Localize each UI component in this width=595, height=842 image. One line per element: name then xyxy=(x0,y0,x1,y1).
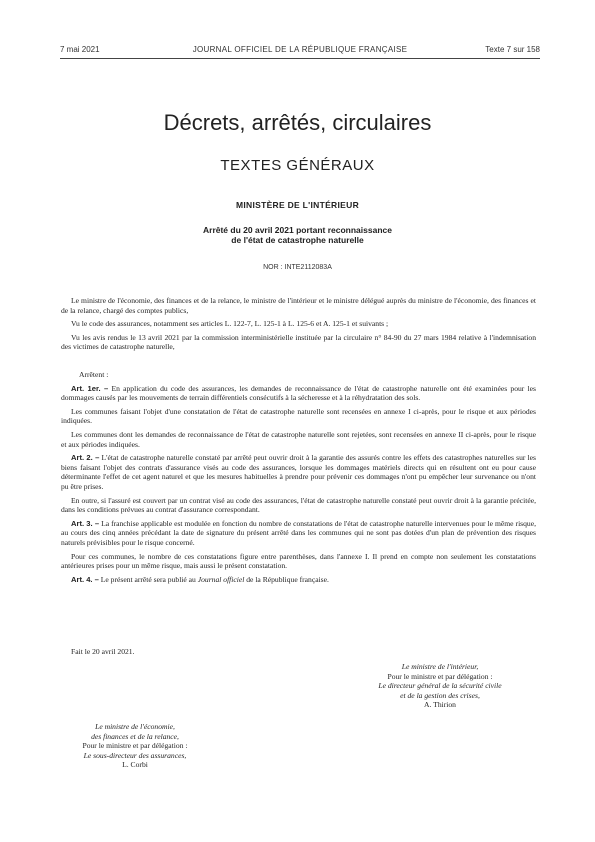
fait-date: Fait le 20 avril 2021. xyxy=(71,647,135,656)
articles xyxy=(61,370,536,588)
header-texte-number: Texte 7 sur 158 xyxy=(485,45,540,54)
article-4-text-b: de la République française. xyxy=(244,574,329,584)
page-header xyxy=(60,45,540,57)
signature-left-line-2: des finances et de la relance, xyxy=(91,731,179,741)
section-main-title: Décrets, arrêtés, circulaires xyxy=(163,110,432,135)
preamble-vu-avis: Vu les avis rendus le 13 avril 2021 par la commission interministérielle instituée par la circulaire n° 84-90 du 27 mars 1984 relative à l'indemnisation des victimes de catastrophe naturelle, xyxy=(61,332,536,352)
signature-left-line-1: Le ministre de l'économie, xyxy=(95,722,175,731)
arrete-title-line-2: de l'état de catastrophe naturelle xyxy=(231,235,364,245)
signature-right-line-2: Pour le ministre et par délégation : xyxy=(387,671,493,681)
arretent-label: Arrêtent : xyxy=(79,370,109,379)
preamble-ministers: Le ministre de l'économie, des finances et de la relance, le ministre de l'intérieur et le ministre délégué auprès du ministre de l'économie, des finances et de la relance, chargé des comptes publics, xyxy=(61,296,536,315)
header-date: 7 mai 2021 xyxy=(60,45,100,54)
article-1-paragraph-2: Les communes faisant l'objet d'une constatation de l'état de catastrophe naturelle sont recensées en annexe I ci-après, pour le risque et aux périodes indiquées. xyxy=(61,406,536,426)
article-2-label: Art. 2. – xyxy=(71,453,100,463)
article-3-paragraph-2: Pour ces communes, le nombre de ces constatations figure entre parenthèses, dans l'annexe I. Il prend en compte non seulement les constatations antérieures prises pour un même risque, mais aussi le présent constatation. xyxy=(61,551,536,571)
signature-economie xyxy=(45,722,225,770)
arrete-title-line-1: Arrêté du 20 avril 2021 portant reconnaissance xyxy=(203,225,392,235)
article-2 xyxy=(61,453,536,491)
article-3 xyxy=(61,519,536,548)
signature-left-name: L. Corbi xyxy=(122,760,148,770)
header-journal-title: JOURNAL OFFICIEL DE LA RÉPUBLIQUE FRANÇAISE xyxy=(192,45,408,54)
signature-left-line-4: Le sous-directeur des assurances, xyxy=(83,750,187,760)
preamble xyxy=(61,296,536,356)
article-1-label: Art. 1er. – xyxy=(71,383,109,393)
header-rule xyxy=(60,58,540,59)
article-2-text: L'état de catastrophe naturelle constaté par arrêté peut ouvrir droit à la garantie des assurés contre les effets des catastrophes naturelles sur les biens faisant l'objet des contrats d'assurance visés au code des assurances, lorsque les dommages matériels directs qui en résultent ont eu pour cause déterminante l'effet de cet agent naturel et que les mesures habituelles à prendre pour prévenir ces dommages n'ont pu empêcher leur survenance ou n'ont pu être prises. xyxy=(61,453,536,491)
article-4-journal-officiel: Journal officiel xyxy=(197,574,245,584)
nor-reference: NOR : INTE2112083A xyxy=(263,264,332,271)
article-1 xyxy=(61,384,536,403)
article-4 xyxy=(61,575,536,585)
signature-right-name: A. Thirion xyxy=(424,700,456,710)
signature-right-line-4: et de la gestion des crises, xyxy=(400,690,480,700)
signature-interieur xyxy=(300,662,580,710)
article-1-paragraph-3: Les communes dont les demandes de reconnaissance de l'état de catastrophe naturelle sont rejetées, sont recensées en annexe II ci-après, pour le risque et aux périodes indiquées. xyxy=(61,429,536,449)
signature-right-line-1: Le ministre de l'intérieur, xyxy=(401,662,479,671)
signature-right-line-3: Le directeur général de la sécurité civile xyxy=(378,681,502,691)
article-2-paragraph-2: En outre, si l'assuré est couvert par un contrat visé au code des assurances, l'état de catastrophe naturelle constaté peut ouvrir droit à la garantie précitée, dans les conditions prévues au contrat d'assurance correspondant. xyxy=(61,495,536,515)
article-3-text: La franchise applicable est modulée en fonction du nombre de constatations de l'état de catastrophe naturelle intervenues pour le même risque, au cours des cinq années précédant la date de signature du présent arrêté dans les communes qui ne sont pas dotées d'un plan de prévention des risques naturels prévisibles pour le risque concerné. xyxy=(61,518,537,547)
article-4-label: Art. 4. – xyxy=(71,574,99,584)
signature-left-line-3: Pour le ministre et par délégation : xyxy=(82,741,188,751)
article-1-text: En application du code des assurances, les demandes de reconnaissance de l'état de catastrophe naturelle ont été examinées pour les dommages causés par les mouvements de terrain différentiels consécutifs à la sécheresse et à la réhydratation des sols. xyxy=(61,383,536,403)
ministry-heading: MINISTÈRE DE L'INTÉRIEUR xyxy=(235,200,360,210)
article-4-text-a: Le présent arrêté sera publié au xyxy=(100,574,198,584)
section-sub-title: TEXTES GÉNÉRAUX xyxy=(220,157,375,174)
article-3-label: Art. 3. – xyxy=(71,518,100,528)
arrete-title xyxy=(0,225,595,245)
preamble-vu-code: Vu le code des assurances, notamment ses articles L. 122-7, L. 125-1 à L. 125-6 et A. 125-1 et suivants ; xyxy=(71,319,389,329)
